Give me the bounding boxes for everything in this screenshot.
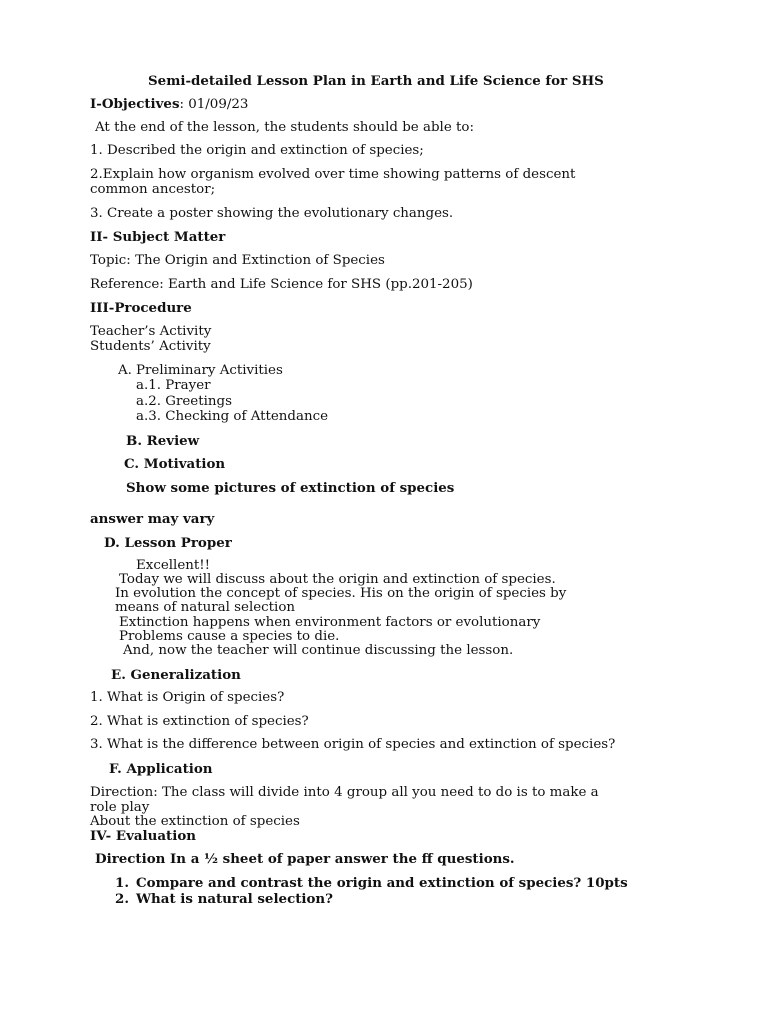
- procedure-heading: III-Procedure: [90, 300, 192, 316]
- objective-item-1: 1. Described the origin and extinction of species;: [90, 143, 424, 158]
- objectives-heading: I-Objectives: [90, 96, 180, 112]
- generalization-question-2: 2. What is extinction of species?: [90, 714, 309, 729]
- prelim-item-prayer: a.1. Prayer: [136, 378, 211, 393]
- evaluation-question-1: Compare and contrast the origin and extinction of species? 10pts: [136, 875, 628, 891]
- prelim-item-attendance: a.3. Checking of Attendance: [136, 409, 329, 424]
- motivation-heading: C. Motivation: [124, 456, 226, 472]
- evaluation-question-1-number: 1.: [115, 875, 129, 891]
- lesson-line-1: Excellent!!: [136, 558, 211, 573]
- answer-note: answer may vary: [90, 511, 215, 527]
- lesson-line-7: And, now the teacher will continue discussing the lesson.: [123, 643, 514, 658]
- application-heading: F. Application: [109, 761, 213, 777]
- application-line-3: About the extinction of species: [90, 814, 300, 829]
- objectives-line: [90, 96, 248, 113]
- lesson-line-3: In evolution the concept of species. His on the origin of species by: [115, 586, 567, 601]
- generalization-question-1: 1. What is Origin of species?: [90, 690, 285, 705]
- prelim-item-greetings: a.2. Greetings: [136, 394, 232, 409]
- lesson-line-5: Extinction happens when environment factors or evolutionary: [119, 615, 541, 630]
- application-line-2: role play: [90, 800, 150, 815]
- lesson-line-6: Problems cause a species to die.: [119, 629, 340, 644]
- objectives-date: : 01/09/23: [179, 97, 249, 112]
- subject-matter-heading: II- Subject Matter: [90, 229, 226, 245]
- generalization-question-3: 3. What is the difference between origin of species and extinction of species?: [90, 737, 616, 752]
- prelim-marker: A.: [118, 363, 132, 378]
- generalization-heading: E. Generalization: [111, 667, 241, 683]
- students-activity-label: Students’ Activity: [90, 339, 211, 354]
- lesson-proper-heading: D. Lesson Proper: [104, 535, 232, 551]
- review-heading: B. Review: [126, 433, 200, 449]
- evaluation-heading: IV- Evaluation: [90, 828, 196, 844]
- document-title: Semi-detailed Lesson Plan in Earth and Life Science for SHS: [148, 73, 604, 89]
- objectives-intro: At the end of the lesson, the students should be able to:: [95, 120, 474, 135]
- objective-item-2-line-1: 2.Explain how organism evolved over time showing patterns of descent: [90, 167, 576, 182]
- teacher-activity-label: Teacher’s Activity: [90, 324, 212, 339]
- reference-line: Reference: Earth and Life Science for SHS (pp.201-205): [90, 277, 473, 292]
- topic-line: Topic: The Origin and Extinction of Species: [90, 253, 385, 268]
- lesson-line-4: means of natural selection: [115, 600, 296, 615]
- evaluation-question-2: What is natural selection?: [136, 891, 334, 907]
- evaluation-direction: Direction In a ½ sheet of paper answer the ff questions.: [95, 851, 515, 867]
- prelim-heading: Preliminary Activities: [136, 363, 283, 378]
- objective-item-2-line-2: common ancestor;: [90, 182, 216, 197]
- motivation-text: Show some pictures of extinction of species: [126, 480, 455, 496]
- objective-item-3: 3. Create a poster showing the evolutionary changes.: [90, 206, 454, 221]
- evaluation-question-2-number: 2.: [115, 891, 129, 907]
- lesson-line-2: Today we will discuss about the origin and extinction of species.: [119, 572, 556, 587]
- application-line-1: Direction: The class will divide into 4 group all you need to do is to make a: [90, 785, 599, 800]
